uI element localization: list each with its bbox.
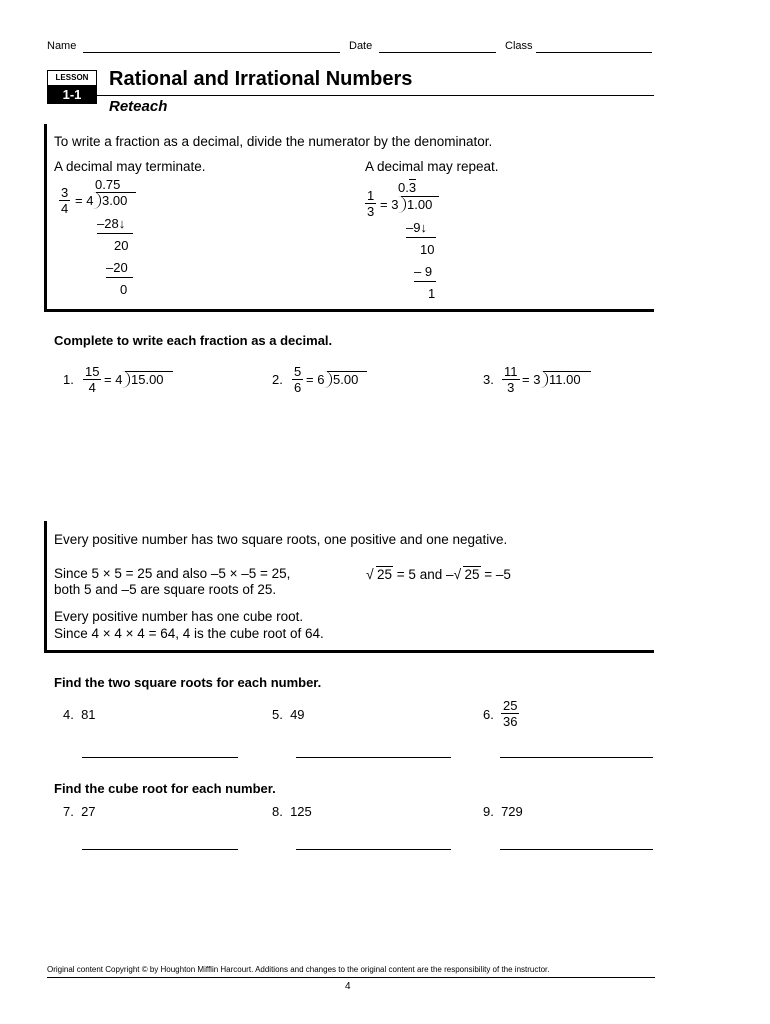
class-field[interactable] (536, 52, 652, 53)
radicand: 25 (377, 567, 393, 582)
lesson-number-badge: 1-1 (47, 85, 97, 104)
problem-value: 81 (81, 707, 96, 722)
date-field[interactable] (379, 52, 496, 53)
problem-7 (63, 804, 96, 819)
repeat-step-3: – 9 (414, 264, 433, 279)
repeat-dividend: 1.00 (401, 196, 439, 212)
problem-2-divisor: = 6 (306, 372, 325, 387)
fraction-denominator: 36 (503, 714, 518, 729)
answer-line-6[interactable] (500, 757, 653, 758)
problem-3-dividend: 11.00 (543, 371, 591, 387)
problem-1-fraction (83, 364, 101, 395)
repeat-quotient (398, 180, 416, 195)
problem-3-fraction (502, 364, 520, 395)
problem-value: 729 (501, 804, 523, 819)
terminate-caption: A decimal may terminate. (54, 159, 206, 174)
problem-6-fraction (501, 698, 519, 729)
problem-label: 4. (63, 707, 74, 722)
terminate-dividend: 3.00 (96, 192, 136, 208)
step-rule (97, 233, 133, 234)
problem-1-dividend: 15.00 (125, 371, 173, 387)
page-title: Rational and Irrational Numbers (109, 68, 413, 90)
fraction-numerator: 11 (504, 364, 518, 379)
problem-2-fraction (292, 364, 303, 395)
terminate-divisor: = 4 (75, 193, 94, 208)
step-rule (406, 237, 436, 238)
answer-line-7[interactable] (82, 849, 238, 850)
lesson-badge-label: LESSON (47, 70, 97, 86)
terminate-step-2: 20 (114, 238, 129, 253)
problem-3-divisor: = 3 (522, 372, 541, 387)
problem-value: 49 (290, 707, 305, 722)
fraction-denominator: 4 (61, 201, 69, 216)
terminate-step-4: 0 (120, 282, 128, 297)
repeat-divisor: = 3 (380, 197, 399, 212)
fraction-denominator: 4 (88, 380, 96, 395)
problem-4 (63, 707, 96, 722)
problem-2-label: 2. (272, 372, 283, 387)
fraction-numerator: 1 (367, 188, 375, 203)
name-field[interactable] (83, 52, 340, 53)
box2-line1: Every positive number has two square roots, one positive and one negative. (54, 532, 508, 547)
sqrt-end: = –5 (484, 567, 511, 582)
fraction-numerator: 3 (61, 185, 69, 200)
fraction-denominator: 3 (507, 380, 515, 395)
page-number: 4 (345, 981, 351, 992)
problem-value: 125 (290, 804, 312, 819)
date-label: Date (349, 40, 373, 52)
footer-copyright: Original content Copyright © by Houghton Mifflin Harcourt. Additions and changes to the original content are the responsibility of the instructor. (47, 965, 550, 974)
problem-5 (272, 707, 305, 722)
terminate-step-1: –28↓ (97, 216, 126, 231)
box1-intro: To write a fraction as a decimal, divide the numerator by the denominator. (54, 134, 493, 149)
title-rule (97, 95, 654, 96)
problem-8 (272, 804, 312, 819)
problem-6-label: 6. (483, 707, 494, 722)
terminate-fraction (59, 185, 70, 216)
box2-line2a: Since 5 × 5 = 25 and also –5 × –5 = 25, (54, 566, 291, 581)
problem-9 (483, 804, 523, 819)
sqrt-expression (366, 567, 511, 582)
sqrt-middle: = 5 and – (396, 567, 454, 582)
section2-heading: Find the two square roots for each number. (54, 675, 322, 690)
sqrt-symbol (366, 567, 393, 582)
box2-left-border (44, 521, 47, 653)
box2-bottom-border (44, 650, 654, 653)
fraction-denominator: 6 (294, 380, 302, 395)
class-label: Class (505, 40, 533, 52)
radicand: 25 (464, 567, 480, 582)
repeat-step-2: 10 (420, 242, 435, 257)
fraction-denominator: 3 (367, 204, 375, 219)
terminate-step-3: –20 (106, 260, 128, 275)
problem-label: 8. (272, 804, 283, 819)
repeating-digit: 3 (408, 180, 417, 195)
section3-heading: Find the cube root for each number. (54, 781, 276, 796)
repeat-step-4: 1 (428, 286, 436, 301)
sqrt-symbol (453, 567, 480, 582)
problem-1-label: 1. (63, 372, 74, 387)
quotient-prefix: 0. (398, 180, 409, 195)
problem-value: 27 (81, 804, 96, 819)
box2-line2b: both 5 and –5 are square roots of 25. (54, 582, 277, 597)
repeat-caption: A decimal may repeat. (365, 159, 499, 174)
repeat-fraction (365, 188, 376, 219)
problem-2-dividend: 5.00 (327, 371, 367, 387)
answer-line-9[interactable] (500, 849, 653, 850)
problem-label: 5. (272, 707, 283, 722)
problem-label: 9. (483, 804, 494, 819)
box2-line3b: Since 4 × 4 × 4 = 64, 4 is the cube root of 64. (54, 626, 324, 641)
fraction-numerator: 5 (294, 364, 302, 379)
fraction-numerator: 15 (85, 364, 100, 379)
fraction-numerator: 25 (503, 698, 518, 713)
box1-left-border (44, 124, 47, 312)
box2-line3a: Every positive number has one cube root. (54, 609, 304, 624)
step-rule (414, 281, 436, 282)
footer-rule (47, 977, 655, 978)
problem-1-divisor: = 4 (104, 372, 123, 387)
answer-line-4[interactable] (82, 757, 238, 758)
problem-label: 7. (63, 804, 74, 819)
name-label: Name (47, 40, 77, 52)
step-rule (106, 277, 133, 278)
answer-line-5[interactable] (296, 757, 451, 758)
box1-bottom-border (44, 309, 654, 312)
section1-heading: Complete to write each fraction as a decimal. (54, 333, 333, 348)
answer-line-8[interactable] (296, 849, 451, 850)
repeat-step-1: –9↓ (406, 220, 427, 235)
page-subtitle: Reteach (109, 98, 168, 115)
terminate-quotient: 0.75 (95, 177, 121, 192)
problem-3-label: 3. (483, 372, 494, 387)
